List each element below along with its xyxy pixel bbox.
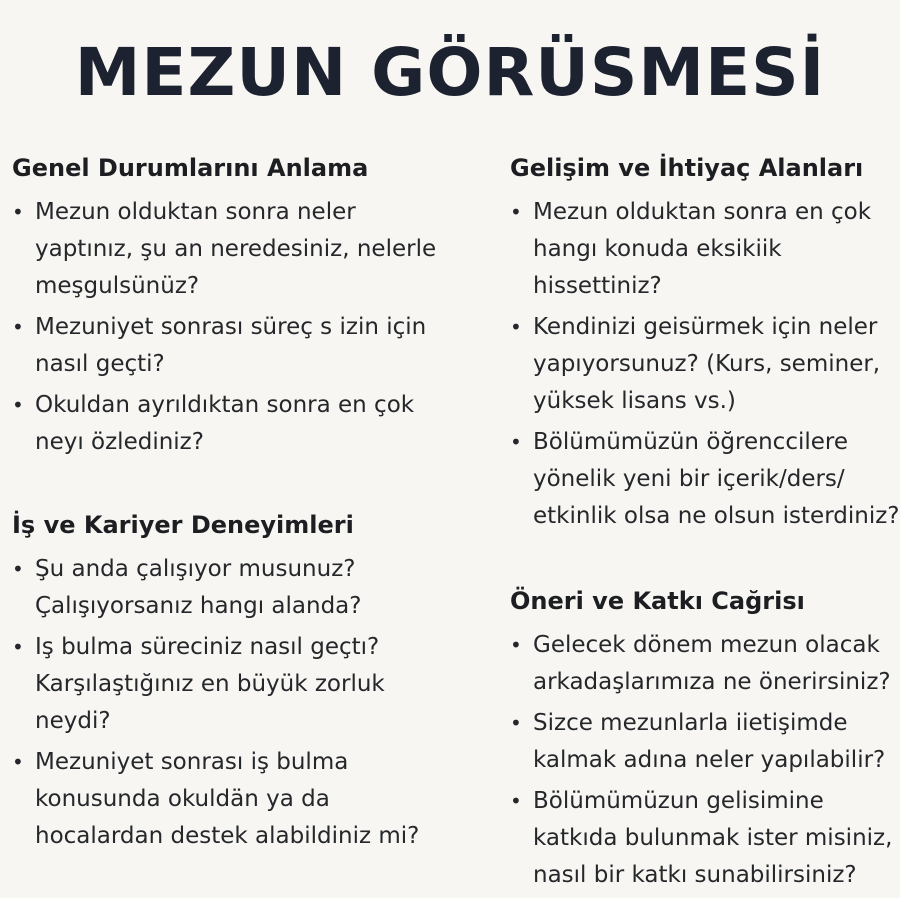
question-text: Bölümümüzün öğrenccilere yönelik yeni bir içerik/ders/ etkinlik olsa ne olsun isterdiniz? (533, 429, 900, 529)
question-item (12, 744, 452, 855)
bullet-icon: • (12, 200, 24, 224)
question-text: Mezun olduktan sonra neler yaptınız, şu an neredesiniz, nelerle meşgulsünüz? (35, 199, 437, 299)
bullet-icon: • (12, 315, 24, 339)
bullet-icon: • (510, 711, 522, 735)
section-suggestions-contribution (510, 581, 900, 894)
bullet-icon: • (510, 789, 522, 813)
question-text: Mezuniyet sonrası süreç s izin için nasıl geçti? (35, 314, 427, 377)
question-item (510, 309, 900, 420)
bullet-icon: • (12, 557, 24, 581)
question-item (510, 627, 900, 701)
right-column (510, 148, 900, 898)
question-text: Kendinizi geisürmek için neler yapıyorsunuz? (Kurs, seminer, yüksek lisans vs.) (533, 314, 881, 414)
question-text: Sizce mezunlarla iietişimde kalmak adına neler yapılabilir? (533, 710, 886, 773)
question-text: Mezuniyet sonrası iş bulma konusunda okuldän ya da hocalardan destek alabildiniz mi? (35, 749, 420, 849)
bullet-icon: • (510, 315, 522, 339)
section-spacer (12, 465, 452, 505)
section-development-needs (510, 148, 900, 535)
bullet-icon: • (12, 635, 24, 659)
section-heading: Öneri ve Katkı Cağrisı (510, 587, 805, 615)
question-text: Okuldan ayrıldıktan sonra en çok neyı özlediniz? (35, 392, 415, 455)
bullet-icon: • (12, 750, 24, 774)
question-item (12, 387, 452, 461)
question-list (510, 627, 900, 894)
bullet-icon: • (510, 633, 522, 657)
bullet-icon: • (510, 200, 522, 224)
section-spacer (510, 539, 900, 581)
section-heading: Genel Durumlarını Anlama (12, 154, 369, 182)
question-text: Mezun olduktan sonra en çok hangı konuda eksikiik hissettiniz? (533, 199, 872, 299)
page-title: MEZUN GÖRÜSMESİ (74, 34, 826, 111)
question-text: Iş bulma süreciniz nasıl geçtı? Karşılaştığınız en büyük zorluk neydi? (35, 634, 385, 734)
question-item (510, 424, 900, 535)
question-list (12, 551, 452, 855)
question-item (510, 194, 900, 305)
question-list (510, 194, 900, 535)
bullet-icon: • (510, 430, 522, 454)
section-heading: İş ve Kariyer Deneyimleri (12, 511, 354, 539)
question-text: Şu anda çalışıyor musunuz? Çalışıyorsanız hangı alanda? (35, 556, 362, 619)
question-text: Bölümümüzun gelisimine katkıda bulunmak ister misiniz, nasıl bir katkı sunabilirsiniz? (533, 788, 893, 888)
question-item (12, 551, 452, 625)
section-heading: Gelişim ve İhtiyaç Alanları (510, 154, 864, 182)
question-item (12, 194, 452, 305)
question-item (510, 705, 900, 779)
section-work-career (12, 505, 452, 855)
question-item (510, 783, 900, 894)
question-text: Gelecek dönem mezun olacak arkadaşlarımıza ne önerirsiniz? (533, 632, 891, 695)
question-item (12, 309, 452, 383)
left-column (12, 148, 452, 859)
question-list (12, 194, 452, 461)
question-item (12, 629, 452, 740)
bullet-icon: • (12, 393, 24, 417)
section-general-status (12, 148, 452, 461)
